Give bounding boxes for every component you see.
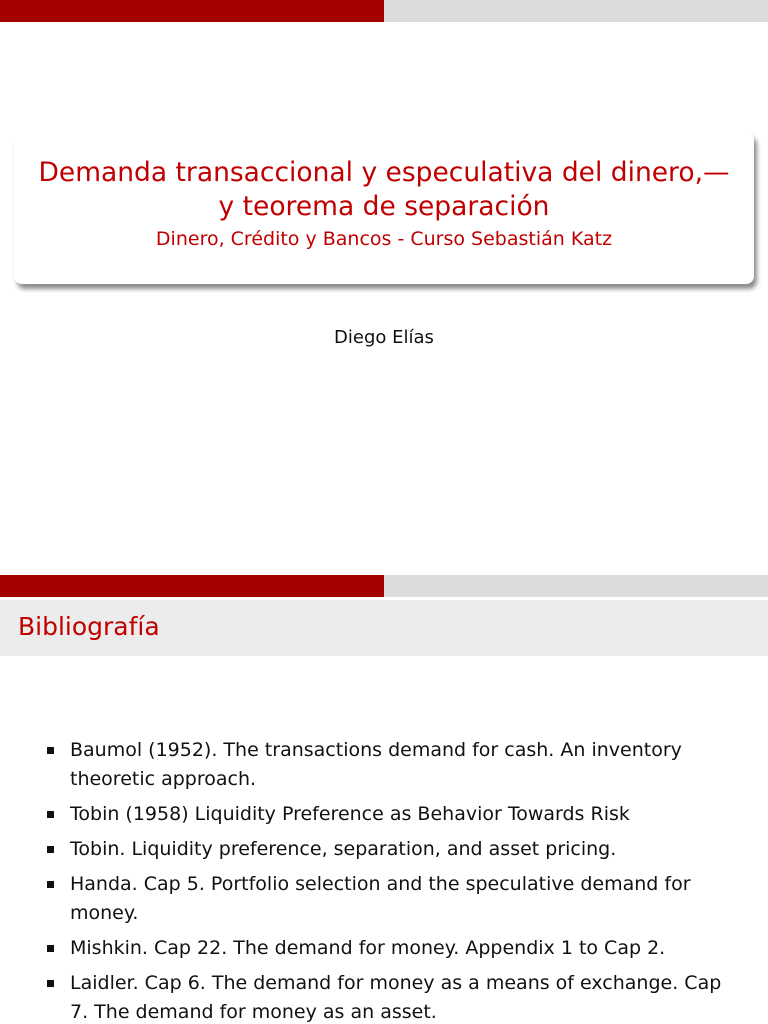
bullet-icon [47,945,54,952]
title-box [14,132,754,284]
list-item [44,736,744,794]
progress-bar-red-2 [0,575,384,597]
top-progress-bar-2 [0,575,768,597]
progress-bar-gray [384,0,768,22]
progress-bar-gray-2 [384,575,768,597]
bibliography-list [44,736,744,1024]
list-item [44,870,744,928]
presentation-subtitle: Dinero, Crédito y Bancos - Curso Sebastián Katz [155,228,613,250]
presentation-title: Demanda transaccional y especulativa del dinero,— y teorema de separación [38,157,730,222]
list-item [44,969,744,1024]
list-item-text: Tobin. Liquidity preference, separation, and asset pricing. [70,838,617,860]
bullet-icon [47,846,54,853]
author-name: Diego Elías [334,327,434,348]
list-item [44,835,744,864]
bibliography-slide [0,512,768,1024]
bullet-icon [47,980,54,987]
bullet-icon [47,811,54,818]
list-item-text: Tobin (1958) Liquidity Preference as Behavior Towards Risk [70,803,630,825]
list-item-text: Handa. Cap 5. Portfolio selection and the speculative demand for money. [70,873,691,924]
list-item-text: Mishkin. Cap 22. The demand for money. Appendix 1 to Cap 2. [70,937,666,959]
frame-title: Bibliografía [18,612,160,641]
list-item [44,934,744,963]
progress-bar-red [0,0,384,22]
list-item-text: Laidler. Cap 6. The demand for money as a means of exchange. Cap 7. The demand for money as an asset. [70,972,722,1023]
bullet-icon [47,881,54,888]
bullet-icon [47,747,54,754]
list-item [44,800,744,829]
top-progress-bar [0,0,768,22]
list-item-text: Baumol (1952). The transactions demand for cash. An inventory theoretic approach. [70,739,682,790]
